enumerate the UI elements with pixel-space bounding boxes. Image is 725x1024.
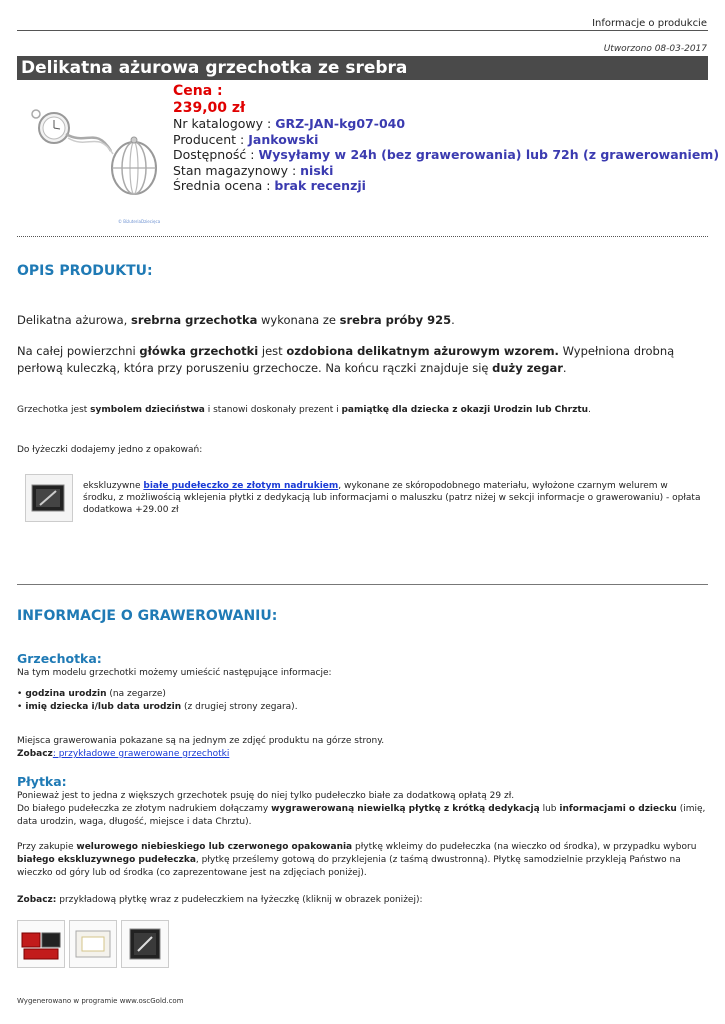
- product-image[interactable]: [26, 96, 166, 216]
- section-divider: [17, 584, 708, 585]
- white-box-link[interactable]: białe pudełeczko ze złotym nadrukiem: [143, 481, 339, 491]
- catalog-label: Nr katalogowy :: [173, 116, 272, 131]
- plate-example-note: Zobacz: przykładową płytkę wraz z pudełeczkiem na łyżeczkę (kliknij w obrazek poniżej):: [17, 895, 423, 905]
- price-label: Cena :: [173, 83, 223, 99]
- red-box-thumbnail[interactable]: [17, 920, 65, 968]
- plate-subheading: Płytka:: [17, 774, 67, 789]
- footer: Wygenerowano w programie www.oscGold.com: [17, 997, 184, 1005]
- white-box-thumbnail[interactable]: [69, 920, 117, 968]
- rattle-icon: [26, 96, 166, 216]
- list-item: • imię dziecka i/lub data urodzin (z drugiej strony zegara).: [17, 701, 707, 714]
- packaging-description: ekskluzywne białe pudełeczko ze złotym nadrukiem, wykonane ze skóropodobnego materiału, wyłożone czarnym welurem w środku, z możliwością wklejenia płytki z dedykacją lub informacjami o maluszku (patrz niżej w sekcji informacje o grawerowaniu) - opłata dodatkowa +29.00 zł: [83, 481, 701, 515]
- black-box-thumbnail[interactable]: [121, 920, 169, 968]
- rattle-intro: Na tym modelu grzechotki możemy umieścić następujące informacje:: [17, 668, 332, 678]
- white-box-icon: [70, 921, 116, 967]
- catalog-number: GRZ-JAN-kg07-040: [275, 116, 406, 131]
- plate-thumbnails: [17, 920, 169, 968]
- section-header: Informacje o produkcie: [592, 18, 707, 29]
- rating-label: Średnia ocena :: [173, 178, 271, 193]
- plate-p3: Przy zakupie welurowego niebieskiego lub czerwonego opakowania płytkę wkleimy do pudełeczka (na wieczko od środka), w przypadku wyboru białego ekskluzywnego pudełeczka, płytkę prześlemy gotową do przyklejenia (z taśmą dwustronną). Płytkę samodzielnie przykleją Państwo na wieczko od góry lub od środka (co zaprezentowane jest na zdjęciach poniżej).: [17, 842, 697, 878]
- red-box-icon: [18, 921, 64, 967]
- description-p2: Na całej powierzchni główka grzechotki jest ozdobiona delikatnym ażurowym wzorem. Wypełniona drobną perłową kuleczką, która przy poruszeniu grzechocze. Na końcu rączki znajduje się duży zegar.: [17, 344, 675, 375]
- white-box-image[interactable]: [25, 474, 73, 522]
- product-title: Delikatna ażurowa grzechotka ze srebra: [17, 56, 708, 80]
- engraving-options: [17, 688, 707, 714]
- engraved-examples-link[interactable]: : przykładowe grawerowane grzechotki: [52, 749, 230, 759]
- placement-info: Miejsca grawerowania pokazane są na jednym ze zdjęć produktu na górze strony. Zobacz: przykładowe grawerowane grzechotki: [17, 736, 385, 759]
- packaging-intro: Do łyżeczki dodajemy jedno z opakowań:: [17, 445, 203, 455]
- description-p1: Delikatna ażurowa, srebrna grzechotka wykonana ze srebra próby 925.: [17, 313, 455, 327]
- availability-label: Dostępność :: [173, 147, 255, 162]
- created-date: Utworzono 08-03-2017: [603, 44, 707, 54]
- description-heading: OPIS PRODUKTU:: [17, 263, 153, 279]
- gift-box-icon: [26, 475, 72, 521]
- info-divider: [17, 236, 708, 237]
- plate-p1: Ponieważ jest to jedna z większych grzechotek psuję do niej tylko pudełeczko białe za dodatkową opłatą 29 zł.: [17, 791, 515, 801]
- product-info: [173, 83, 719, 194]
- description-p3: Grzechotka jest symbolem dzieciństwa i stanowi doskonały prezent i pamiątkę dla dziecka z okazji Urodzin lub Chrztu.: [17, 405, 591, 415]
- stock-label: Stan magazynowy :: [173, 162, 297, 178]
- rating-value: brak recenzji: [274, 178, 366, 193]
- producer-value: Jankowski: [248, 131, 319, 147]
- image-caption: © BiżuteriaDziecięca: [118, 219, 161, 224]
- price-value: 239,00 zł: [173, 99, 246, 116]
- list-item: • godzina urodzin (na zegarze): [17, 688, 707, 701]
- availability-value: Wysyłamy w 24h (bez grawerowania) lub 72h (z grawerowaniem): [258, 147, 720, 162]
- black-box-icon: [122, 921, 168, 967]
- header-divider: [17, 30, 708, 31]
- rattle-subheading: Grzechotka:: [17, 651, 102, 666]
- plate-p2: Do białego pudełeczka ze złotym nadrukiem dołączamy wygrawerowaną niewielką płytkę z krótką dedykacją lub informacjami o dziecku (imię, data urodzin, waga, długość, miejsce i data Chrztu).: [17, 804, 706, 827]
- producer-label: Producent :: [173, 131, 245, 147]
- stock-value: niski: [300, 162, 334, 178]
- engraving-heading: INFORMACJE O GRAWEROWANIU:: [17, 608, 278, 624]
